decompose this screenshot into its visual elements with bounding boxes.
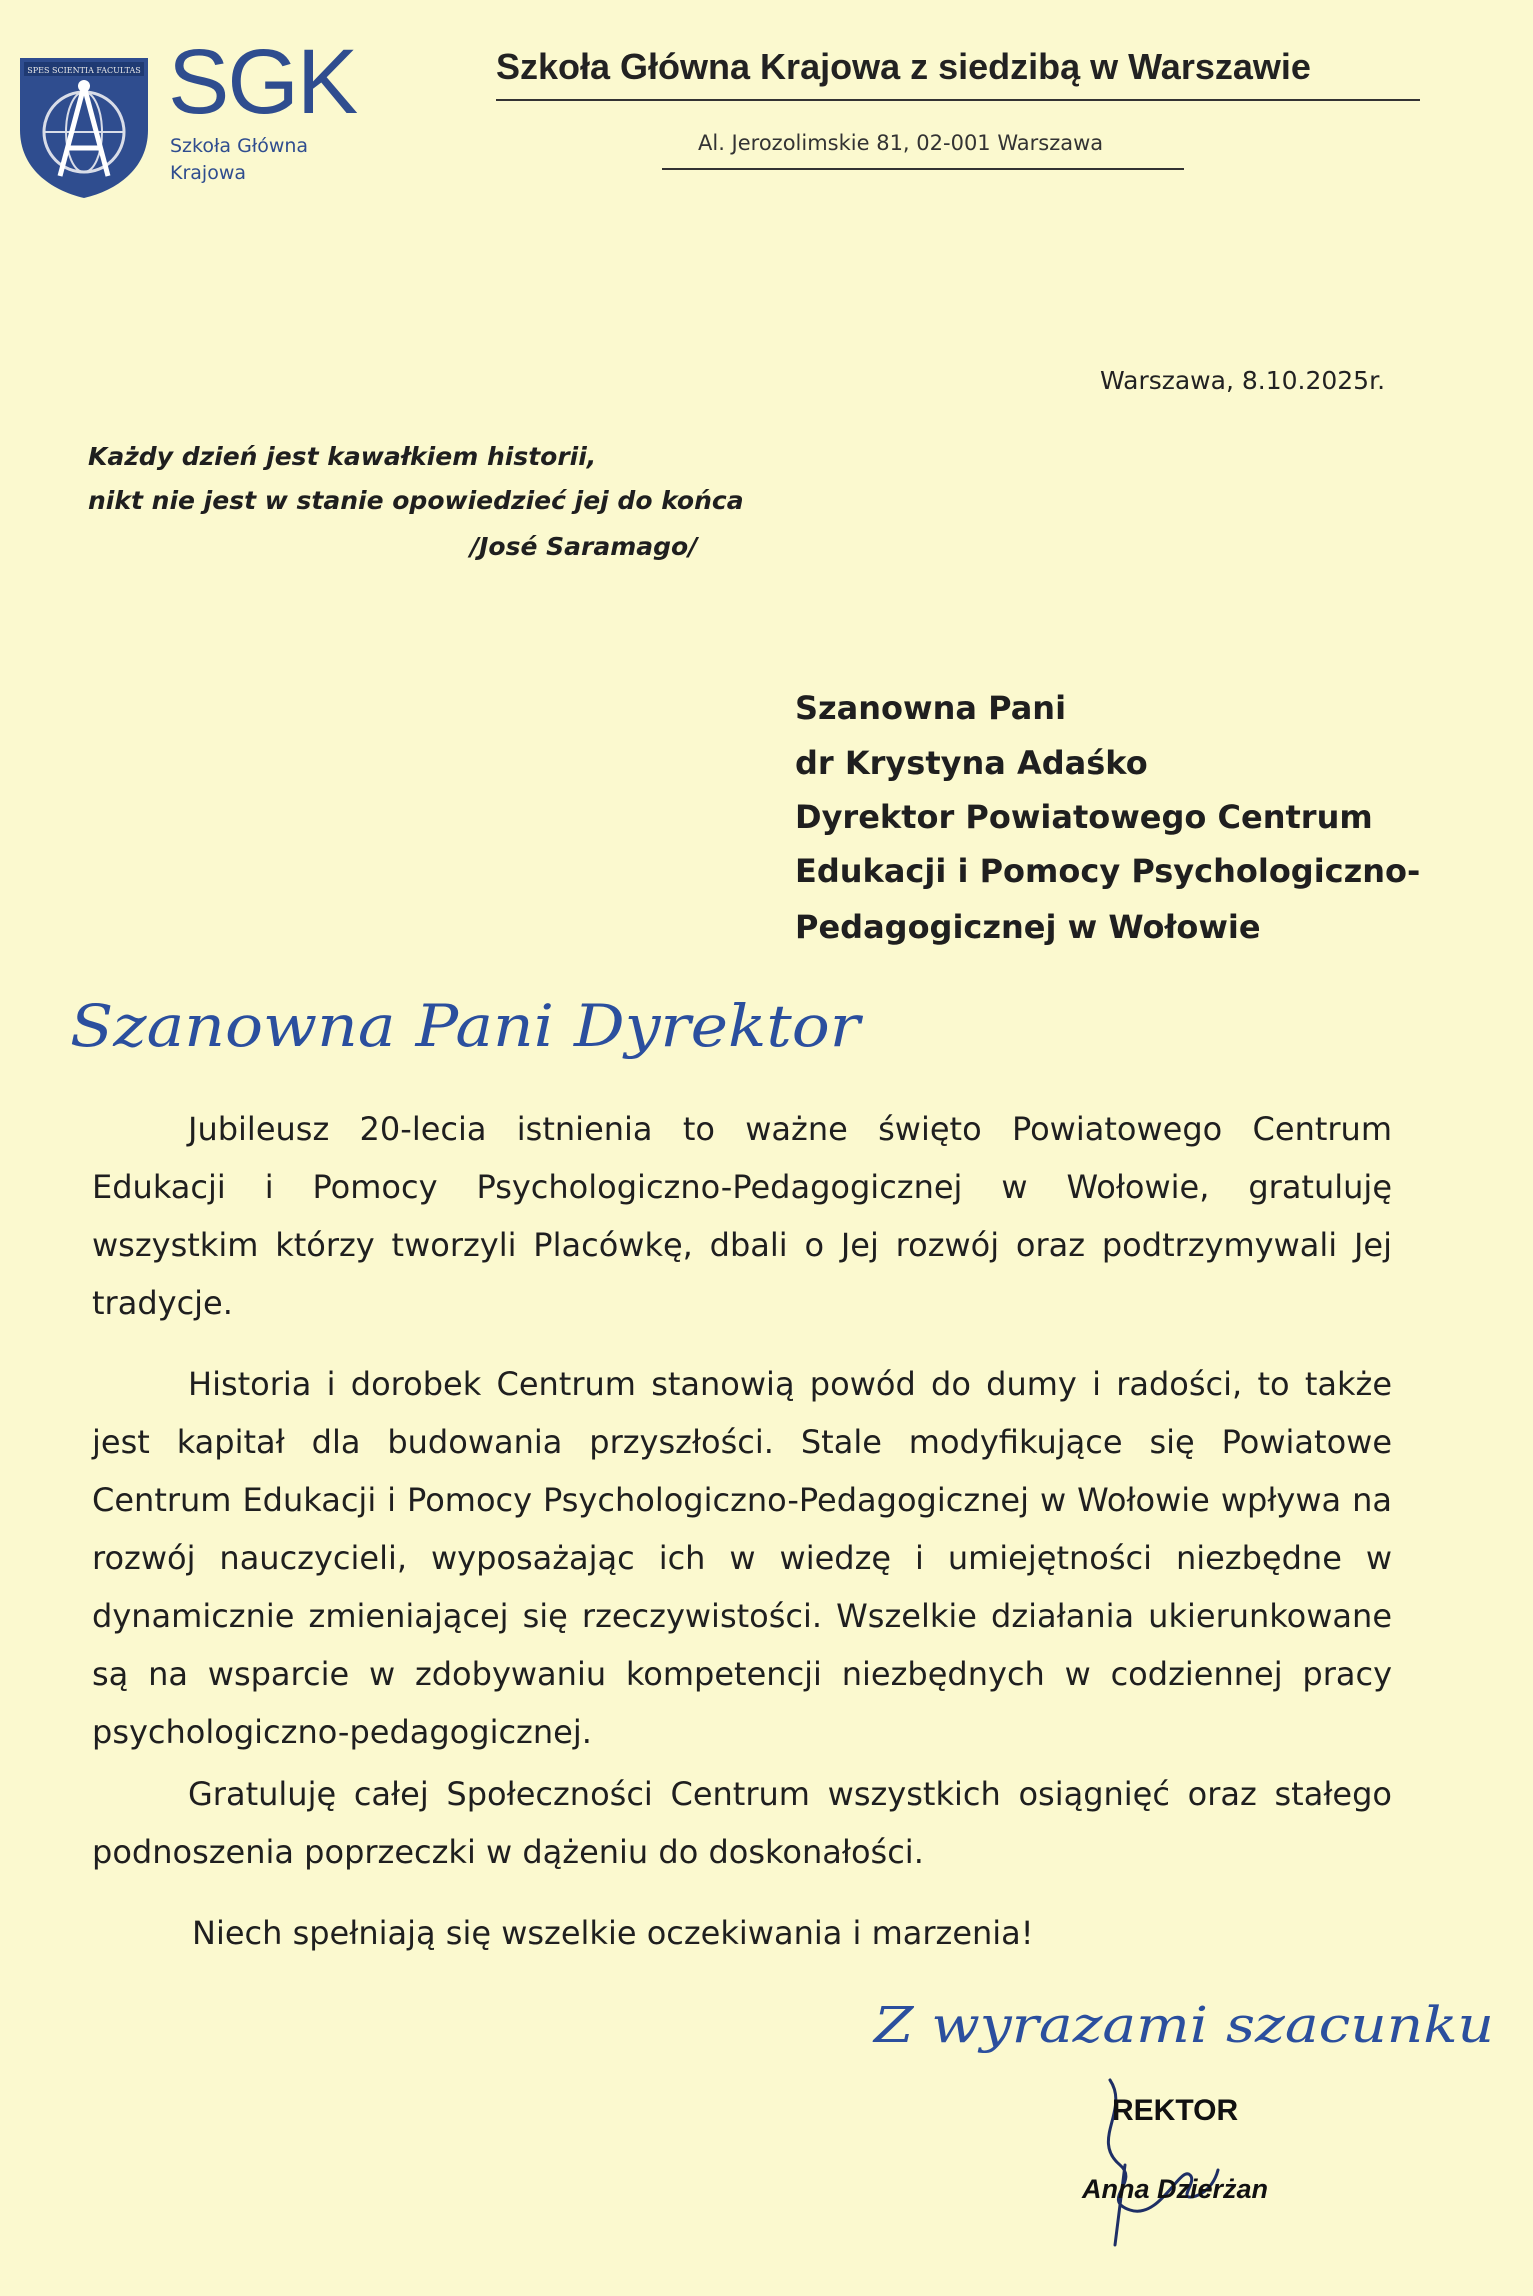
greeting-text: Szanowna Pani Dyrektor [70,992,864,1060]
logo-abbreviation: SGK [168,31,357,133]
logo-name [170,133,308,187]
recipient-name: dr Krystyna Adaśko [795,744,1148,782]
recipient-position-line-3: Pedagogicznej w Wołowie [795,908,1261,946]
letter-date: Warszawa, 8.10.2025r. [1100,366,1386,395]
crest-motto: SPES SCIENTIA FACULTAS [27,66,141,75]
body-paragraph-4: Niech spełniają się wszelkie oczekiwania i marzenia! [192,1914,1034,1952]
body-paragraph-3: Gratuluję całej Społeczności Centrum wszystkich osiągnięć oraz stałego podnoszenia poprzeczki w dążeniu do doskonałości. [92,1775,1392,1871]
recipient-position-line-2: Edukacji i Pomocy Psychologiczno- [795,852,1421,890]
address-divider [662,168,1184,170]
university-title: Szkoła Główna Krajowa z siedzibą w Warszawie [496,46,1311,87]
handwritten-greeting [66,980,866,1070]
quote-line-2: nikt nie jest w stanie opowiedzieć jej do końca [88,486,744,515]
handwritten-closing [870,1982,1510,2082]
recipient-salutation: Szanowna Pani [795,689,1067,727]
quote-author: /José Saramago/ [470,532,698,561]
quote-line-1: Każdy dzień jest kawałkiem historii, [88,442,597,471]
header-divider [496,99,1420,101]
logo-name-line2: Krajowa [170,162,246,184]
signatory-title: REKTOR [1112,2094,1239,2127]
recipient-position-line-1: Dyrektor Powiatowego Centrum [795,798,1373,836]
university-address: Al. Jerozolimskie 81, 02-001 Warszawa [698,131,1104,155]
university-crest-icon [14,50,154,200]
logo-name-line1: Szkoła Główna [170,135,309,157]
body-paragraph-1: Jubileusz 20-lecia istnienia to ważne święto Powiatowego Centrum Edukacji i Pomocy Psychologiczno-Pedagogicznej w Wołowie, gratuluję wszystkim którzy tworzyli Placówkę, dbali o Jej rozwój oraz podtrzymywali Jej tradycje. [92,1110,1392,1322]
closing-text: Z wyrazami szacunku [871,1996,1494,2054]
signatory-name: Anna Dzierżan [1082,2174,1269,2204]
body-paragraph-2: Historia i dorobek Centrum stanowią powód do dumy i radości, to także jest kapitał dla budowania przyszłości. Stale modyfikujące się Powiatowe Centrum Edukacji i Pomocy Psychologiczno-Pedagogicznej w Wołowie wpływa na rozwój nauczycieli, wyposażając ich w wiedzę i umiejętności niezbędne w dynamicznie zmieniającej się rzeczywistości. Wszelkie działania ukierunkowane są na wsparcie w zdobywaniu kompetencji niezbędnych w codziennej pracy psychologiczno-pedagogicznej. [92,1365,1392,1751]
